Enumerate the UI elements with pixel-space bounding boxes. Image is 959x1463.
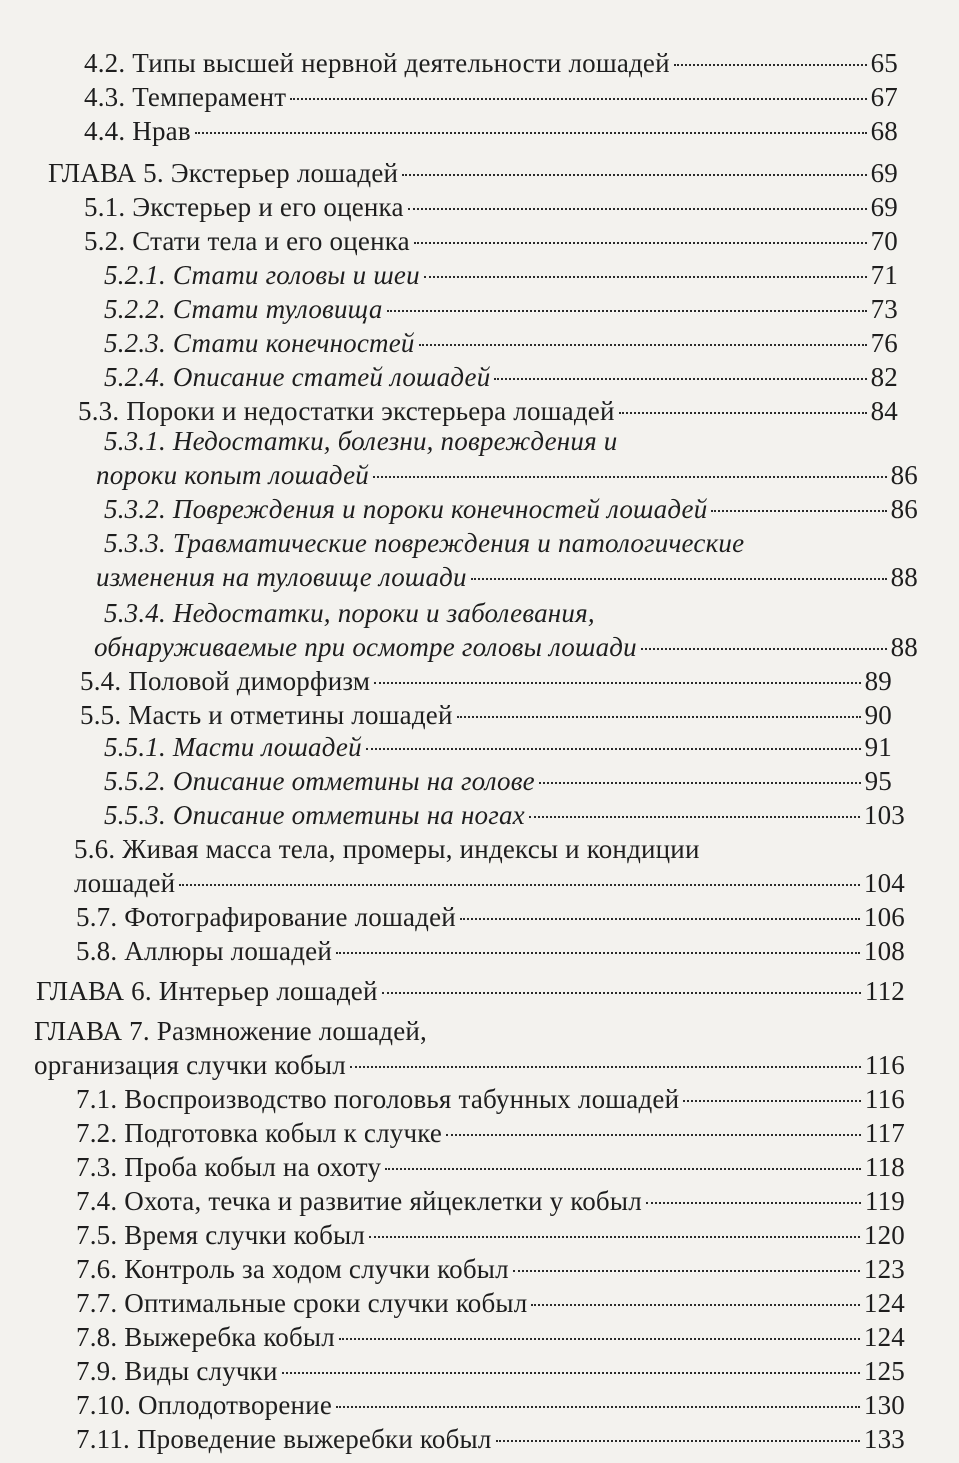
toc-entry-title: 7.5. Время случки кобыл bbox=[76, 1220, 366, 1250]
toc-entry-title-line1: 5.3.1. Недостатки, болезни, повреждения и bbox=[104, 426, 618, 456]
toc-entry bbox=[84, 80, 898, 114]
toc-entry-title: 7.2. Подготовка кобыл к случке bbox=[76, 1118, 443, 1148]
toc-entry-title: 7.9. Виды случки bbox=[76, 1356, 278, 1386]
toc-entry bbox=[76, 1354, 905, 1388]
toc-entry-page-number: 84 bbox=[870, 396, 898, 426]
toc-entry-title: 7.6. Контроль за ходом случки кобыл bbox=[76, 1254, 509, 1284]
toc-entry-title: 7.10. Оплодотворение bbox=[76, 1390, 333, 1420]
toc-entry bbox=[84, 224, 898, 258]
toc-entry-title-line2: лошадей bbox=[74, 868, 176, 898]
dot-leader bbox=[385, 1168, 861, 1170]
toc-entry-page-number: 69 bbox=[870, 158, 898, 188]
toc-entry bbox=[76, 1184, 905, 1218]
toc-entry-page-number: 117 bbox=[864, 1118, 905, 1148]
dot-leader bbox=[531, 1304, 859, 1306]
dot-leader bbox=[529, 816, 860, 818]
toc-entry-title: 5.7. Фотографирование лошадей bbox=[76, 902, 456, 932]
toc-entry-page-number: 73 bbox=[870, 294, 898, 324]
dot-leader bbox=[457, 716, 861, 718]
toc-entry-page-number: 108 bbox=[863, 936, 905, 966]
toc-entry-title-line1: 5.3.3. Травматические повреждения и патологические bbox=[104, 528, 745, 558]
toc-entry bbox=[104, 492, 918, 526]
toc-entry bbox=[80, 698, 892, 732]
toc-entry bbox=[76, 1286, 905, 1320]
dot-leader bbox=[408, 208, 867, 210]
dot-leader bbox=[369, 1236, 860, 1238]
toc-entry bbox=[96, 424, 918, 492]
toc-entry-title: 7.3. Проба кобыл на охоту bbox=[76, 1152, 382, 1182]
toc-entry-title-line2: организация случки кобыл bbox=[34, 1050, 346, 1080]
dot-leader bbox=[414, 242, 867, 244]
dot-leader bbox=[471, 578, 887, 580]
toc-entry-title: 5.5.1. Масти лошадей bbox=[104, 732, 362, 762]
toc-entry-title-line2: изменения на туловище лошади bbox=[96, 562, 467, 592]
dot-leader bbox=[336, 1406, 860, 1408]
toc-entry-page-number: 67 bbox=[870, 82, 898, 112]
dot-leader bbox=[336, 952, 860, 954]
dot-leader bbox=[387, 310, 867, 312]
dot-leader bbox=[382, 992, 861, 994]
toc-entry bbox=[76, 1320, 905, 1354]
toc-entry-title: ГЛАВА 5. Экстерьер лошадей bbox=[48, 158, 399, 188]
toc-entry-page-number: 133 bbox=[863, 1424, 905, 1454]
toc-entry-title: 5.2.2. Стати туловища bbox=[104, 294, 383, 324]
dot-leader bbox=[290, 98, 866, 100]
toc-entry bbox=[104, 798, 905, 832]
toc-entry-title: 5.5.2. Описание отметины на голове bbox=[104, 766, 535, 796]
toc-entry bbox=[84, 114, 898, 148]
dot-leader bbox=[683, 1100, 861, 1102]
toc-entry-title: 7.11. Проведение выжеребки кобыл bbox=[76, 1424, 492, 1454]
dot-leader bbox=[494, 378, 866, 380]
toc-entry bbox=[76, 1252, 905, 1286]
toc-entry bbox=[94, 596, 918, 664]
dot-leader bbox=[539, 782, 861, 784]
toc-entry bbox=[48, 156, 898, 190]
toc-entry-page-number: 90 bbox=[864, 700, 892, 730]
toc-entry bbox=[104, 764, 892, 798]
dot-leader bbox=[374, 682, 860, 684]
toc-entry-page-number: 68 bbox=[870, 116, 898, 146]
toc-entry bbox=[104, 326, 898, 360]
toc-entry bbox=[76, 1388, 905, 1422]
toc-entry-page-number: 124 bbox=[863, 1288, 905, 1318]
toc-entry-title-line1: 5.6. Живая масса тела, промеры, индексы и кондиции bbox=[74, 834, 700, 864]
dot-leader bbox=[711, 510, 886, 512]
dot-leader bbox=[402, 174, 866, 176]
dot-leader bbox=[513, 1270, 860, 1272]
toc-entry bbox=[76, 1218, 905, 1252]
toc-entry-title: 5.4. Половой диморфизм bbox=[80, 666, 371, 696]
toc-entry-page-number: 95 bbox=[864, 766, 892, 796]
toc-entry bbox=[84, 190, 898, 224]
toc-entry-page-number: 120 bbox=[863, 1220, 905, 1250]
toc-entry bbox=[104, 730, 892, 764]
toc-entry-page-number: 91 bbox=[864, 732, 892, 762]
toc-entry-page-number: 130 bbox=[863, 1390, 905, 1420]
dot-leader bbox=[419, 344, 867, 346]
toc-entry-title: 4.3. Темперамент bbox=[84, 82, 287, 112]
toc-entry-title: 5.2. Стати тела и его оценка bbox=[84, 226, 410, 256]
toc-entry-title: 5.5.3. Описание отметины на ногах bbox=[104, 800, 525, 830]
dot-leader bbox=[619, 412, 867, 414]
toc-entry-page-number: 86 bbox=[890, 494, 918, 524]
toc-entry-page-number: 71 bbox=[870, 260, 898, 290]
dot-leader bbox=[496, 1440, 860, 1442]
toc-entry-title-line2: обнаруживаемые при осмотре головы лошади bbox=[94, 632, 637, 662]
toc-entry-page-number: 116 bbox=[864, 1050, 905, 1080]
toc-entry bbox=[76, 900, 905, 934]
toc-entry bbox=[76, 1422, 905, 1456]
toc-entry bbox=[76, 1116, 905, 1150]
dot-leader bbox=[424, 276, 867, 278]
toc-entry bbox=[34, 1014, 905, 1082]
toc-entry-page-number: 124 bbox=[863, 1322, 905, 1352]
toc-entry-page-number: 76 bbox=[870, 328, 898, 358]
toc-entry-title: 5.1. Экстерьер и его оценка bbox=[84, 192, 404, 222]
toc-entry-page-number: 123 bbox=[863, 1254, 905, 1284]
toc-entry-title: 7.7. Оптимальные сроки случки кобыл bbox=[76, 1288, 528, 1318]
toc-entry-page-number: 88 bbox=[890, 632, 918, 662]
toc-entry-title: 5.2.4. Описание статей лошадей bbox=[104, 362, 491, 392]
toc-entry-title: 5.2.3. Стати конечностей bbox=[104, 328, 415, 358]
toc-entry bbox=[76, 1082, 905, 1116]
toc-entry bbox=[96, 526, 918, 594]
dot-leader bbox=[366, 748, 861, 750]
toc-entry-page-number: 70 bbox=[870, 226, 898, 256]
toc-entry bbox=[104, 292, 898, 326]
dot-leader bbox=[460, 918, 860, 920]
toc-entry-page-number: 89 bbox=[864, 666, 892, 696]
dot-leader bbox=[674, 64, 867, 66]
toc-entry-title: 5.8. Аллюры лошадей bbox=[76, 936, 332, 966]
dot-leader bbox=[195, 132, 867, 134]
toc-entry-title: 7.4. Охота, течка и развитие яйцеклетки у кобыл bbox=[76, 1186, 642, 1216]
toc-entry bbox=[36, 974, 905, 1008]
dot-leader bbox=[446, 1134, 861, 1136]
toc-entry-page-number: 65 bbox=[870, 48, 898, 78]
toc-entry-title: 5.5. Масть и отметины лошадей bbox=[80, 700, 453, 730]
toc-entry-page-number: 69 bbox=[870, 192, 898, 222]
dot-leader bbox=[179, 884, 860, 886]
toc-entry-title-line2: пороки копыт лошадей bbox=[96, 460, 369, 490]
toc-entry-title-line1: 5.3.4. Недостатки, пороки и заболевания, bbox=[104, 598, 595, 628]
toc-entry-title: 5.3. Пороки и недостатки экстерьера лошадей bbox=[78, 396, 615, 426]
dot-leader bbox=[339, 1338, 860, 1340]
toc-entry-title: 4.2. Типы высшей нервной деятельности лошадей bbox=[84, 48, 670, 78]
toc-entry-page-number: 112 bbox=[864, 976, 905, 1006]
toc-entry-page-number: 103 bbox=[863, 800, 905, 830]
toc-entry-page-number: 104 bbox=[863, 868, 905, 898]
toc-entry bbox=[80, 664, 892, 698]
toc-entry-title: 7.1. Воспроизводство поголовья табунных лошадей bbox=[76, 1084, 680, 1114]
toc-entry-page-number: 125 bbox=[863, 1356, 905, 1386]
toc-entry bbox=[78, 394, 898, 428]
toc-entry-page-number: 88 bbox=[890, 562, 918, 592]
dot-leader bbox=[350, 1066, 861, 1068]
dot-leader bbox=[641, 648, 887, 650]
toc-entry bbox=[84, 46, 898, 80]
toc-entry-title: 4.4. Нрав bbox=[84, 116, 191, 146]
toc-entry bbox=[76, 1150, 905, 1184]
dot-leader bbox=[373, 476, 887, 478]
toc-entry-title: 5.2.1. Стати головы и шеи bbox=[104, 260, 420, 290]
toc-entry-title: 7.8. Выжеребка кобыл bbox=[76, 1322, 335, 1352]
dot-leader bbox=[646, 1202, 861, 1204]
toc-entry-page-number: 86 bbox=[890, 460, 918, 490]
toc-entry-title: 5.3.2. Повреждения и пороки конечностей лошадей bbox=[104, 494, 708, 524]
toc-entry bbox=[74, 832, 905, 900]
toc-entry bbox=[104, 258, 898, 292]
dot-leader bbox=[282, 1372, 860, 1374]
toc-entry bbox=[76, 934, 905, 968]
toc-entry-page-number: 119 bbox=[864, 1186, 905, 1216]
toc-entry-page-number: 82 bbox=[870, 362, 898, 392]
toc-entry bbox=[104, 360, 898, 394]
toc-entry-page-number: 118 bbox=[864, 1152, 905, 1182]
toc-entry-title: ГЛАВА 6. Интерьер лошадей bbox=[36, 976, 378, 1006]
toc-entry-page-number: 106 bbox=[863, 902, 905, 932]
toc-entry-page-number: 116 bbox=[864, 1084, 905, 1114]
toc-entry-title-line1: ГЛАВА 7. Размножение лошадей, bbox=[34, 1016, 427, 1046]
